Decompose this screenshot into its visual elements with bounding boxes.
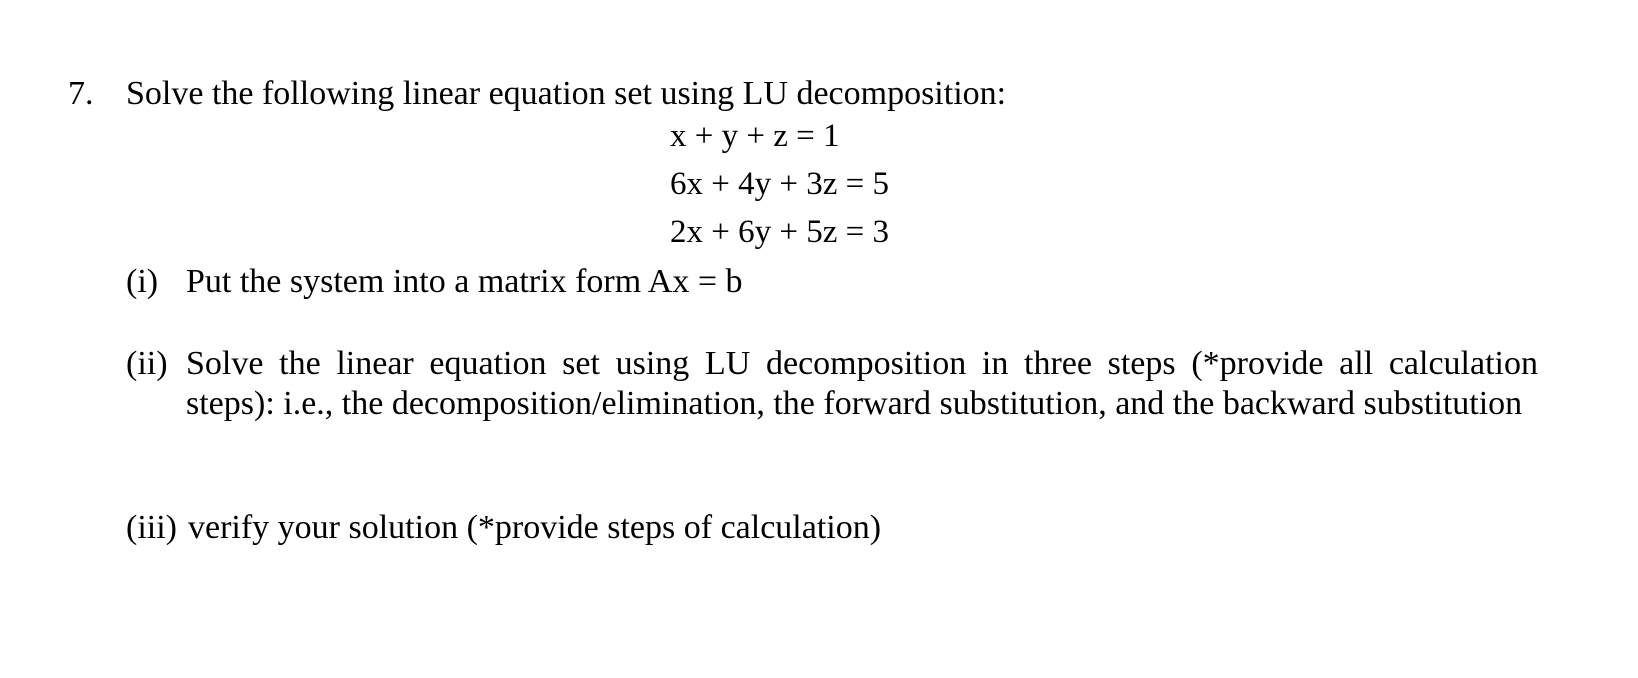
part-i (126, 262, 1538, 302)
question-header (68, 74, 1006, 114)
question-number: 7. (68, 75, 94, 112)
equation-1: x + y + z = 1 (670, 118, 840, 154)
equation-2: 6x + 4y + 3z = 5 (670, 166, 889, 202)
part-iii-label: (iii) (126, 509, 177, 546)
equation-3: 2x + 6y + 5z = 3 (670, 214, 889, 250)
part-i-label: (i) (126, 263, 159, 300)
part-ii (126, 344, 1538, 424)
part-iii (126, 508, 1538, 548)
part-iii-text: verify your solution (*provide steps of calculation) (188, 509, 882, 546)
part-i-text: Put the system into a matrix form Ax = b (186, 263, 743, 300)
part-ii-text: Solve the linear equation set using LU decomposition in three steps (*provide all calculation steps): i.e., the decomposition/elimination, the forward substitution, and the backward substitution (186, 345, 1538, 422)
part-ii-label: (ii) (126, 345, 168, 382)
question-prompt: Solve the following linear equation set using LU decomposition: (126, 75, 1007, 112)
